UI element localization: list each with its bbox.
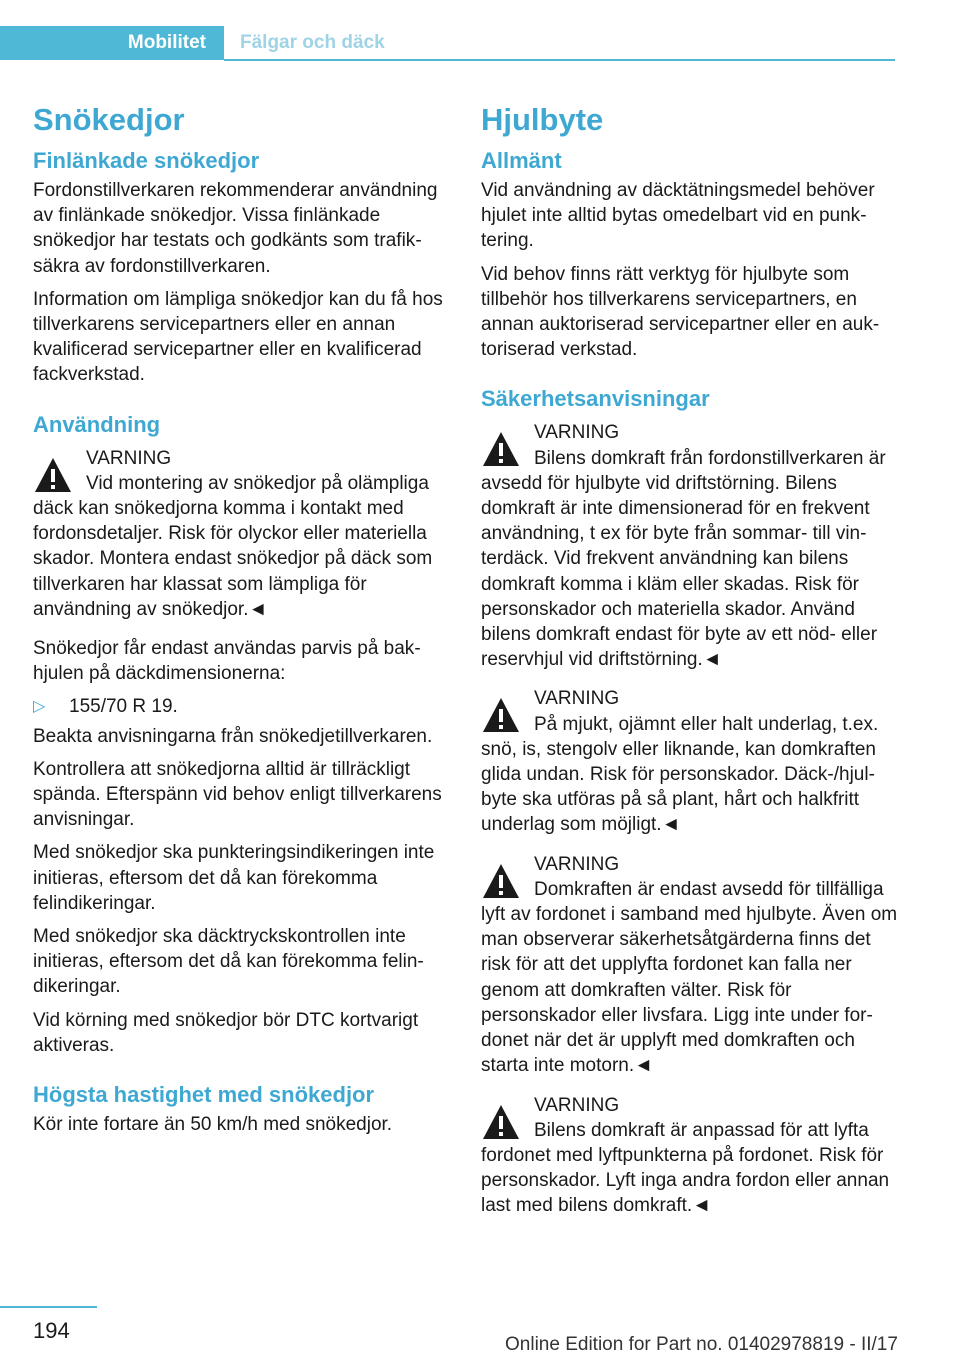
warning-label: VARNING (86, 447, 172, 469)
warning-triangle-icon (33, 456, 73, 494)
warning-block (481, 852, 899, 1079)
list-item-text: 155/70 R 19. (69, 696, 178, 718)
footer-divider (0, 1306, 97, 1308)
left-subheading-2: Användning (33, 411, 161, 437)
left-paragraph-8: Vid körning med snökedjor bör DTC kortvarigt aktiveras. (33, 1009, 419, 1056)
warning-triangle-icon (481, 430, 521, 468)
left-paragraph-5: Kontrollera att snökedjorna alltid är tillräckligt spända. Efterspänn vid behov enligt tillverkarens anvisningar. (33, 758, 442, 831)
right-subheading-2: Säkerhetsanvisningar (481, 386, 710, 412)
left-subheading-1: Finlänkade snökedjor (33, 148, 260, 173)
header-divider (224, 59, 895, 61)
bullet-arrow-icon: ▷ (33, 698, 46, 716)
warning-label: VARNING (534, 853, 620, 875)
left-column (33, 100, 451, 1145)
left-paragraph-3: Snökedjor får endast användas parvis på bakhjulen på däckdimensionerna: (33, 638, 421, 685)
page-header (0, 26, 895, 60)
warning-block (481, 1093, 899, 1219)
right-subheading-1: Allmänt (481, 148, 562, 173)
left-paragraph-7: Med snökedjor ska däcktryckskontrollen inte initieras, eftersom det då kan förekomma felindikeringar. (33, 926, 424, 998)
warning-triangle-icon (481, 1103, 521, 1141)
section-tab (0, 26, 224, 60)
right-column (481, 100, 899, 1233)
warning-text: Domkraften är endast avsedd för tillfälliga lyft av fordonet i samband med hjulbyte. Även om man observerar säkerhetsåtgärderna finns det risk för att det upplyfta fordonet kan falla ner genom att domkraften välter. Risk för personskador eller livsfara. Ligg inte under fordonet när det är upplyft med domkraften och starta inte motorn.◄ (481, 878, 898, 1077)
warning-text: Bilens domkraft från fordonstillverkaren är avsedd för hjulbyte vid driftstörning. Bilens domkraft är inte dimensionerad för en frekvent användning, t ex för byte från sommar- till vinterdäck. Vid frekvent användning kan bilens domkraft komma i kläm eller skadas. Risk för personskador och materiella skador. Använd bilens domkraft endast för byte av ett nöd- eller reservhjul vid driftstörning.◄ (481, 447, 886, 671)
warning-text: Bilens domkraft är anpassad för att lyfta fordonet med lyftpunkterna på fordonet. Risk för personskador. Lyft inga andra fordon eller annan last med bilens domkraft.◄ (481, 1119, 890, 1217)
left-paragraph-9: Kör inte fortare än 50 km/h med snökedjor. (33, 1114, 393, 1136)
left-title: Snökedjor (33, 102, 185, 137)
left-paragraph-6: Med snökedjor ska punkteringsindikeringen inte initieras, eftersom det då kan förekomma felindikeringar. (33, 842, 435, 914)
right-paragraph-1: Vid användning av däcktätningsmedel behöver hjulet inte alltid bytas omedelbart vid en punktering. (481, 180, 875, 252)
warning-block (481, 420, 899, 672)
page-number: 194 (33, 1318, 70, 1343)
subsection-label: Fälgar och däck (240, 32, 385, 53)
warning-block (33, 446, 451, 622)
warning-label: VARNING (534, 688, 620, 710)
warning-label: VARNING (534, 1094, 620, 1116)
warning-triangle-icon (481, 862, 521, 900)
warning-text: På mjukt, ojämnt eller halt underlag, t.ex. snö, is, stengolv eller liknande, kan domkraften glida undan. Risk för personskador. Däck-/hjulbyte ska utföras på så plant, hårt och halkfritt underlag som möjligt.◄ (481, 713, 879, 836)
warning-text: Vid montering av snökedjor på olämpliga däck kan snökedjorna komma i kontakt med fordonsdetaljer. Risk för olyckor eller materiella skador. Montera endast snökedjor på däck som tillverkaren har klassat som lämpliga för användning av snökedjor.◄ (33, 472, 433, 620)
edition-note: Online Edition for Part no. 01402978819 - II/17 (505, 1334, 898, 1355)
right-title: Hjulbyte (481, 102, 604, 137)
list-item (33, 694, 451, 719)
left-paragraph-4: Beakta anvisningarna från snökedjetillverkaren. (33, 725, 433, 747)
left-paragraph-2: Information om lämpliga snökedjor kan du få hos tillverkarens servicepartners eller en annan kvalificerad servicepartner eller en kvalificerad fackverkstad. (33, 288, 443, 386)
left-paragraph-1: Fordonstillverkaren rekommenderar användning av finlänkade snökedjor. Vissa finlänkade snökedjor har testats och godkänts som trafiksäkra av fordonstillverkaren. (33, 180, 438, 277)
left-subheading-3: Högsta hastighet med snökedjor (33, 1082, 375, 1108)
right-paragraph-2: Vid behov finns rätt verktyg för hjulbyte som tillbehör hos tillverkarens servicepartners, en annan auktoriserad servicepartner eller en auktoriserad verkstad. (481, 263, 880, 361)
warning-label: VARNING (534, 422, 620, 444)
subsection-tab (240, 26, 385, 60)
warning-triangle-icon (481, 696, 521, 734)
section-label: Mobilitet (127, 32, 206, 53)
warning-block (481, 686, 899, 837)
